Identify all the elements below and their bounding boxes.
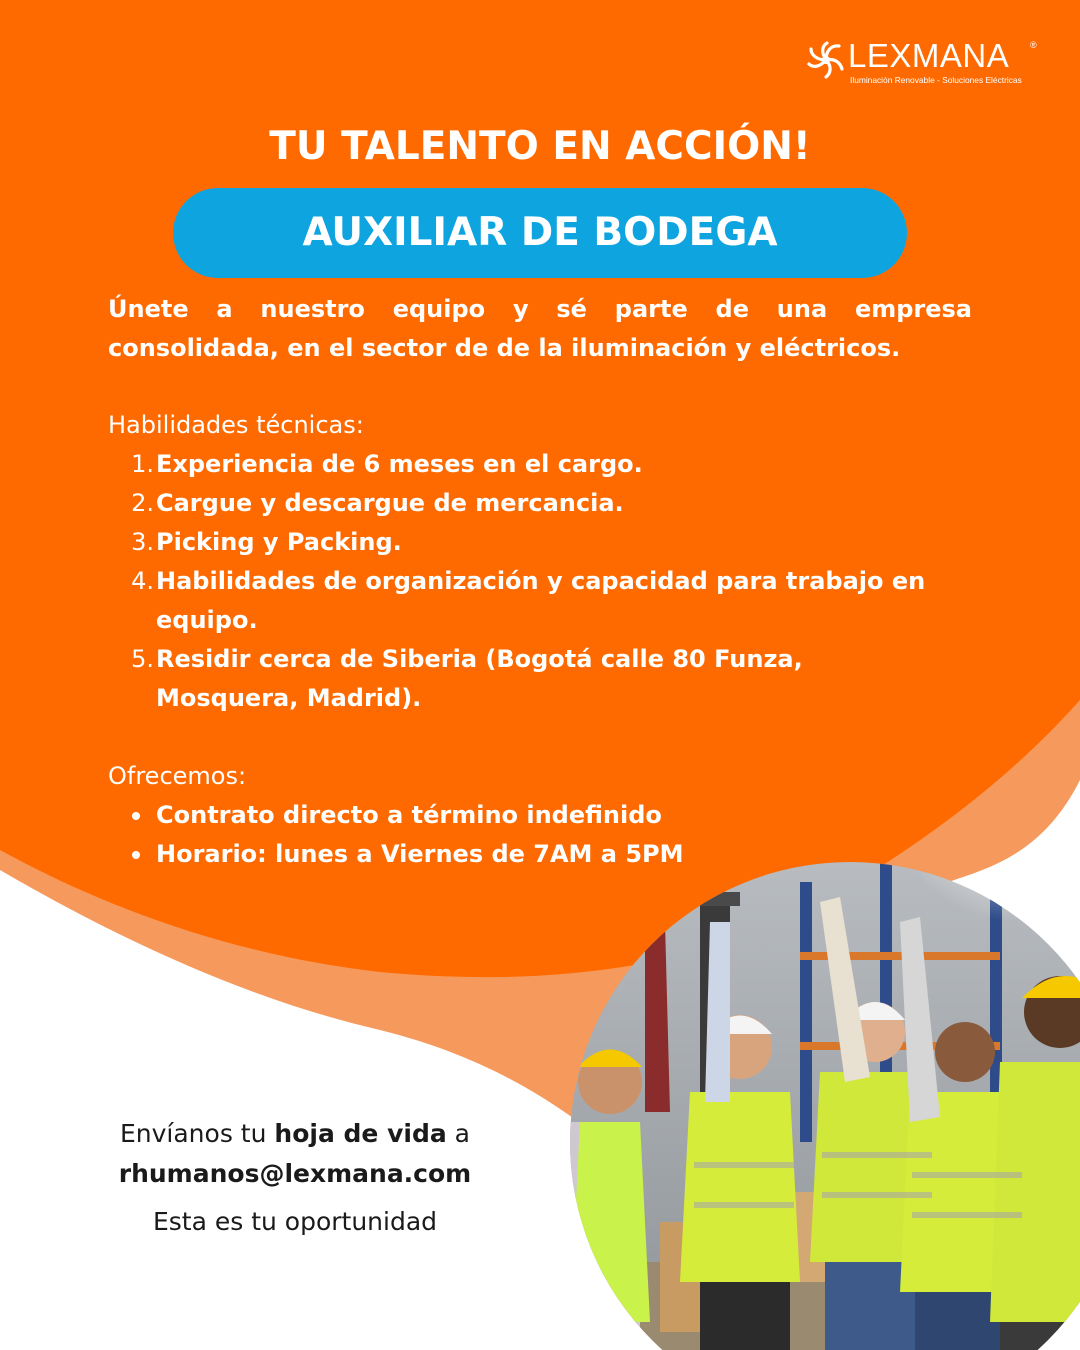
list-item [108, 484, 948, 523]
cta-email[interactable]: rhumanos@lexmana.com [118, 1159, 472, 1188]
bullet-icon [132, 812, 140, 820]
swirl-logo-icon [806, 40, 846, 80]
list-item-text: Cargue y descargue de mercancia. [156, 489, 624, 517]
brand-name: LEXMANA [848, 37, 1010, 74]
list-item [108, 640, 948, 718]
list-number: 4. [131, 567, 154, 595]
list-item-text: Residir cerca de Siberia (Bogotá calle 80 Funza, Mosquera, Madrid). [156, 645, 803, 712]
offer-list [108, 796, 948, 874]
list-number: 1. [131, 450, 154, 478]
cta-text: Envíanos tu [119, 1119, 275, 1148]
skills-title: Habilidades técnicas: [108, 411, 364, 439]
list-item [108, 523, 948, 562]
list-item [108, 445, 948, 484]
position-title: AUXILIAR DE BODEGA [302, 210, 778, 255]
list-number: 5. [131, 645, 154, 673]
brand-tagline: Iluminación Renovable - Soluciones Eléctricas [850, 75, 1022, 85]
list-number: 3. [131, 528, 154, 556]
position-title-pill [173, 188, 907, 278]
bullet-icon [132, 851, 140, 859]
offer-title: Ofrecemos: [108, 762, 247, 790]
list-item-text: Experiencia de 6 meses en el cargo. [156, 450, 643, 478]
cta-text: a [446, 1119, 470, 1148]
cta-bold-text: hoja de vida [274, 1119, 447, 1148]
cta-tagline: Esta es tu oportunidad [152, 1207, 438, 1236]
list-item [108, 562, 948, 640]
list-item [108, 796, 948, 835]
list-item-text: Contrato directo a término indefinido [156, 801, 662, 829]
skills-list [108, 445, 948, 718]
cta-instruction [60, 1116, 530, 1152]
brand-logo [806, 38, 1046, 88]
registered-mark: ® [1030, 40, 1037, 50]
list-item-text: Habilidades de organización y capacidad para trabajo en equipo. [156, 567, 926, 634]
intro-paragraph: Únete a nuestro equipo y sé parte de una empresa consolidada, en el sector de de la iluminación y eléctricos. [108, 295, 972, 362]
list-item-text: Horario: lunes a Viernes de 7AM a 5PM [156, 840, 684, 868]
list-number: 2. [131, 489, 154, 517]
list-item-text: Picking y Packing. [156, 528, 402, 556]
headline: TU TALENTO EN ACCIÓN! [269, 124, 811, 169]
